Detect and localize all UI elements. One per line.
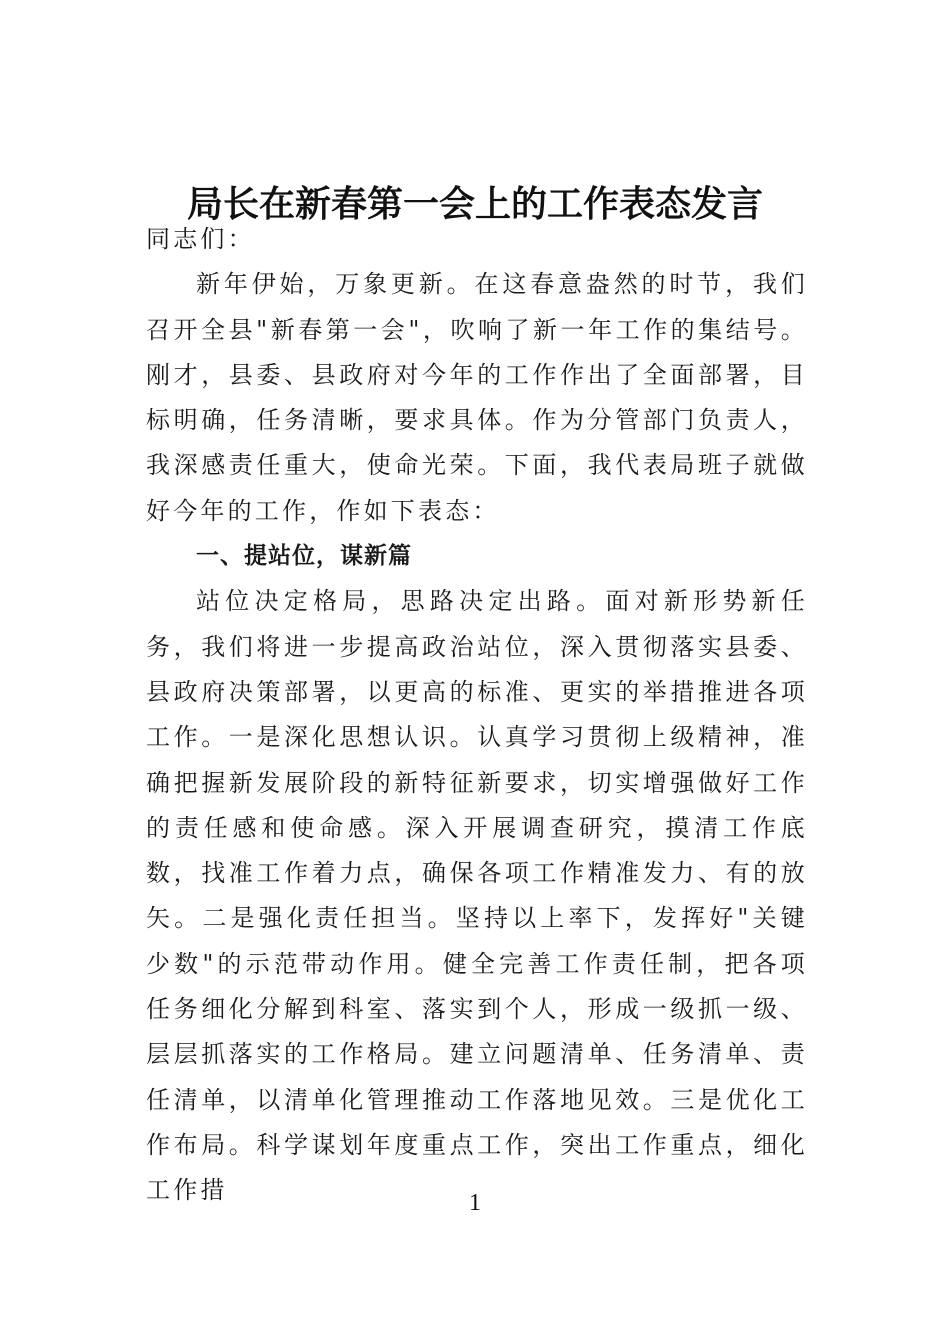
page-number: 1 [469,1190,481,1216]
section-heading-1: 一、提站位，谋新篇 [196,543,412,570]
paragraph-intro: 新年伊始，万象更新。在这春意盎然的时节，我们召开全县"新春第一会"，吹响了新一年工作的集结号。刚才，县委、县政府对今年的工作作出了全面部署，目标明确，任务清晰，要求具体。作为分管部门负责人，我深感责任重大，使命光荣。下面，我代表局班子就做好今年的工作，作如下表态： [146,270,808,525]
document-body [146,217,808,1214]
paragraph-section-1: 站位决定格局，思路决定出路。面对新形势新任务，我们将进一步提高政治站位，深入贯彻落实县委、县政府决策部署，以更高的标准、更实的举措推进各项工作。一是深化思想认识。认真学习贯彻上级精神，准确把握新发展阶段的新特征新要求，切实增强做好工作的责任感和使命感。深入开展调查研究，摸清工作底数，找准工作着力点，确保各项工作精准发力、有的放矢。二是强化责任担当。坚持以上率下，发挥好"关键少数"的示范带动作用。健全完善工作责任制，把各项任务细化分解到科室、落实到个人，形成一级抓一级、层层抓落实的工作格局。建立问题清单、任务清单、责任清单，以清单化管理推动工作落地见效。三是优化工作布局。科学谋划年度重点工作，突出工作重点，细化工作措 [146,587,808,1205]
salutation: 同志们： [146,225,255,253]
document-title: 局长在新春第一会上的工作表态发言 [186,183,763,225]
